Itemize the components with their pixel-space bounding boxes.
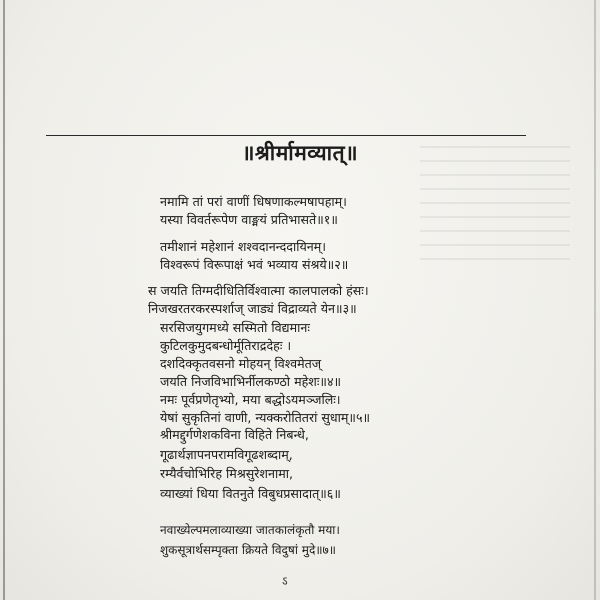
verse-4-line-2: कुटिलकुमुदबन्धोर्मूतिराद्रदेहः । (160, 338, 292, 353)
verse-2-line-2: विश्वरूपं विरूपाक्षं भवं भव्याय संश्रये॥२॥ (160, 257, 349, 272)
verse-7-line-2: शुकसूत्रार्थसम्पृक्ता क्रियते विदुषां मुदे॥७॥ (160, 543, 336, 557)
verse-1-line-2: यस्या विवर्तरूपेण वाङ्मयं प्रतिभासते॥१॥ (160, 212, 338, 227)
verse-4-line-3: दशदिक्कृतवसनो मोहयन् विश्वमेतज् (160, 356, 322, 371)
page-title: ॥श्रीर्मामव्यात्॥ (241, 141, 359, 165)
verse-4-line-1: सरसिजयुगमध्ये सस्मितो विद्यमानः (160, 320, 310, 335)
verse-3-line-1: स जयति तिग्मदीधितिर्विश्वात्मा कालपालको हंसः। (148, 283, 369, 298)
verse-3-line-2: निजखरतरकरस्पर्शाज् जाड्यं विद्राव्यते येन॥३॥ (148, 301, 357, 316)
page-edge-right (594, 0, 596, 600)
verse-6-line-1: श्रीमद्दुर्गणेशकविना विहिते निबन्धे, (160, 427, 309, 442)
verse-7-line-1: नवाख्येल्पमलाव्याख्या जातकालंकृतौ मया। (160, 523, 340, 537)
verse-6-line-3: रम्यैर्वचोभिरिह मिश्रसुरेशनामा, (160, 466, 294, 481)
verse-5-line-2: येषां सुकृतिनां वाणी, न्यक्करोतितरां सुधाम्॥५॥ (160, 410, 371, 425)
verse-1-line-1: नमामि तां परां वाणीं धिषणाकल्मषापहाम्। (160, 194, 347, 209)
verse-6-line-2: गूढार्थज्ञापनपरामविगूढशब्दाम्, (160, 447, 293, 462)
verse-4-line-4: जयति निजविभाभिर्नीलकण्ठो महेशः॥४॥ (160, 374, 342, 389)
page-mark: ऽ (282, 574, 288, 588)
verse-2-line-1: तमीशानं महेशानं शश्वदानन्ददायिनम्। (160, 239, 327, 254)
header-rule (46, 135, 526, 136)
verse-5-line-1: नमः पूर्वप्रणेतृभ्यो, मया बद्धोऽयमञ्जलिः। (160, 392, 341, 407)
page-edge-left (3, 0, 5, 600)
verse-6-line-4: व्याख्यां धिया वितनुते विबुधप्रसादात्॥६॥ (160, 486, 341, 501)
